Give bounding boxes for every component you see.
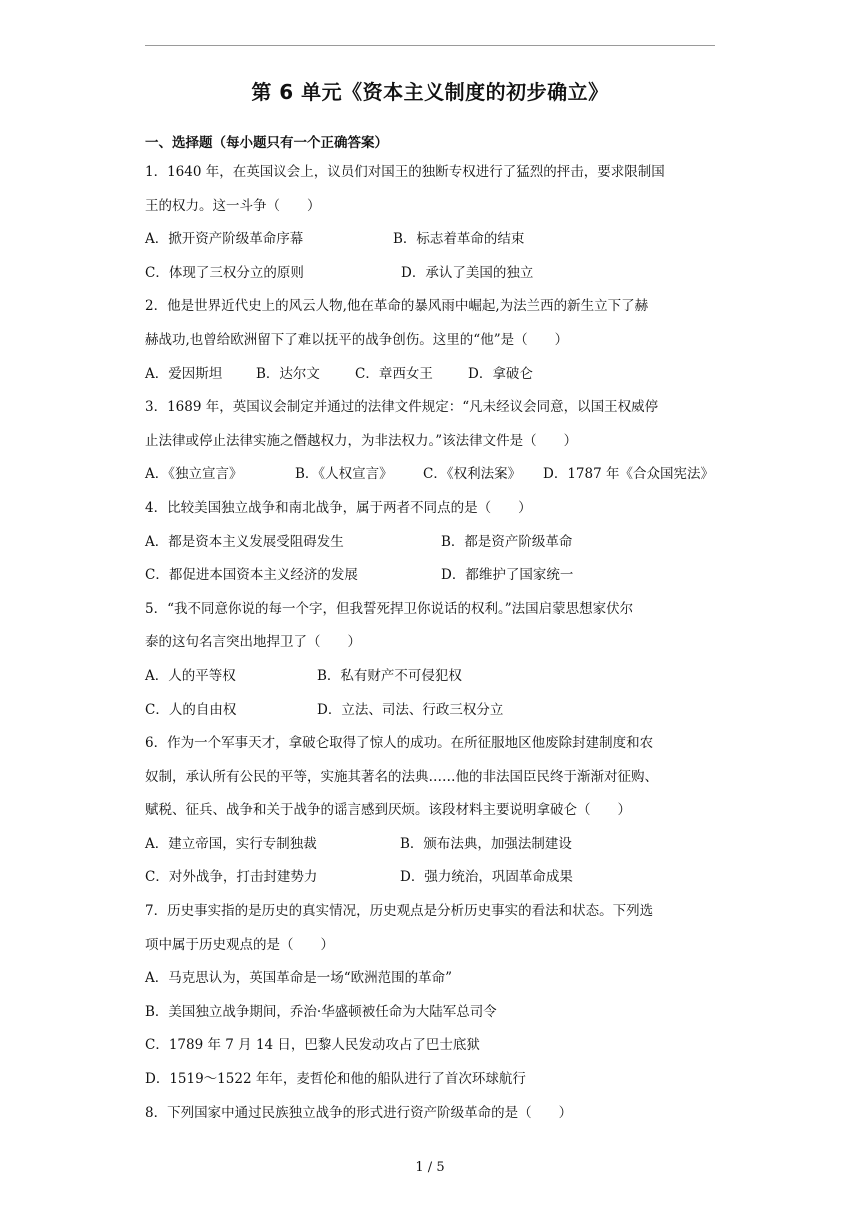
- section-heading: 一、选择题（每小题只有一个正确答案）: [145, 135, 388, 151]
- question-stem-line: 4．比较美国独立战争和南北战争，属于两者不同点的是（ ）: [145, 499, 532, 516]
- answer-option: C．章西女王: [355, 365, 433, 382]
- answer-option: A．人的平等权: [145, 667, 236, 684]
- answer-option: B．标志着革命的结束: [393, 231, 525, 248]
- answer-option: A．都是资本主义发展受阻碍发生: [145, 533, 344, 550]
- page-title: 第 6 单元《资本主义制度的初步确立》: [251, 80, 609, 104]
- question-2: [145, 290, 720, 391]
- question-stem-line: 奴制，承认所有公民的平等，实施其著名的法典……他的非法国臣民终于渐渐对征购、: [145, 768, 658, 785]
- option-row: [145, 526, 720, 560]
- question-stem-line: 8．下列国家中通过民族独立战争的形式进行资产阶级革命的是（ ）: [145, 1104, 573, 1121]
- page-number: 1 / 5: [415, 1160, 445, 1175]
- option-row: [145, 1029, 720, 1063]
- answer-option: A．爱因斯坦: [145, 365, 223, 382]
- answer-option: D．都维护了国家统一: [441, 567, 574, 584]
- question-stem-line: 5．“我不同意你说的每一个字，但我誓死捍卫你说话的权利。”法国启蒙思想家伏尔: [145, 600, 634, 617]
- header-rule: [145, 45, 715, 46]
- option-row: [145, 358, 720, 392]
- answer-option: D．1787 年《合众国宪法》: [543, 466, 714, 483]
- answer-option: A．《独立宣言》: [145, 466, 243, 483]
- document-body: [145, 130, 720, 1130]
- question-7: [145, 895, 720, 1097]
- answer-option: D．立法、司法、行政三权分立: [317, 701, 504, 718]
- option-row: [145, 828, 720, 862]
- question-list: [145, 156, 720, 1130]
- question-stem-line: 7．历史事实指的是历史的真实情况，历史观点是分析历史事实的看法和状态。下列选: [145, 903, 654, 920]
- answer-option: D．承认了美国的独立: [401, 264, 534, 281]
- question-6: [145, 727, 720, 895]
- answer-option: C．体现了三权分立的原则: [145, 264, 304, 281]
- question-stem-line: 赋税、征兵、战争和关于战争的谣言感到厌烦。该段材料主要说明拿破仑（ ）: [145, 802, 631, 819]
- option-row: [145, 223, 720, 257]
- option-row: [145, 660, 720, 694]
- question-stem-line: 3．1689 年，英国议会制定并通过的法律文件规定：“凡未经议会同意，以国王权威停: [145, 399, 659, 416]
- answer-option: C．1789 年 7 月 14 日，巴黎人民发动攻占了巴士底狱: [145, 1037, 480, 1054]
- answer-option: C．都促进本国资本主义经济的发展: [145, 567, 358, 584]
- question-3: [145, 391, 720, 492]
- answer-option: C．人的自由权: [145, 701, 237, 718]
- question-5: [145, 593, 720, 727]
- answer-option: C．《权利法案》: [423, 466, 522, 483]
- option-row: [145, 861, 720, 895]
- answer-option: B．都是资产阶级革命: [441, 533, 573, 550]
- option-row: [145, 962, 720, 996]
- question-stem-line: 赫战功,也曾给欧洲留下了难以抚平的战争创伤。这里的“他”是（ ）: [145, 331, 569, 348]
- option-row: [145, 559, 720, 593]
- option-row: [145, 257, 720, 291]
- answer-option: B．颁布法典，加强法制建设: [400, 835, 572, 852]
- answer-option: B．达尔文: [256, 365, 320, 382]
- question-4: [145, 492, 720, 593]
- option-row: [145, 1063, 720, 1097]
- answer-option: B．《人权宣言》: [295, 466, 393, 483]
- answer-option: A．掀开资产阶级革命序幕: [145, 231, 304, 248]
- question-stem-line: 2．他是世界近代史上的风云人物,他在革命的暴风雨中崛起,为法兰西的新生立下了赫: [145, 298, 649, 315]
- answer-option: D．拿破仑: [468, 365, 533, 382]
- question-stem-line: 6．作为一个军事天才，拿破仑取得了惊人的成功。在所征服地区他废除封建制度和农: [145, 735, 654, 752]
- question-1: [145, 156, 720, 290]
- option-row: [145, 996, 720, 1030]
- question-stem-line: 泰的这句名言突出地捍卫了（ ）: [145, 634, 361, 651]
- answer-option: D．强力统治，巩固革命成果: [400, 869, 573, 886]
- answer-option: C．对外战争，打击封建势力: [145, 869, 318, 886]
- option-row: [145, 694, 720, 728]
- option-row: [145, 458, 720, 492]
- question-stem-line: 止法律或停止法律实施之僭越权力，为非法权力。”该法律文件是（ ）: [145, 432, 578, 449]
- question-stem-line: 王的权力。这一斗争（ ）: [145, 197, 321, 214]
- answer-option: B．美国独立战争期间，乔治·华盛顿被任命为大陆军总司令: [145, 1003, 497, 1020]
- question-stem-line: 项中属于历史观点的是（ ）: [145, 936, 334, 953]
- answer-option: A．建立帝国，实行专制独裁: [145, 835, 317, 852]
- answer-option: A．马克思认为，英国革命是一场“欧洲范围的革命”: [145, 970, 453, 987]
- question-stem-line: 1．1640 年，在英国议会上，议员们对国王的独断专权进行了猛烈的抨击，要求限制国: [145, 164, 665, 180]
- question-8: [145, 1097, 720, 1131]
- answer-option: B．私有财产不可侵犯权: [317, 667, 462, 684]
- answer-option: D．1519～1522 年年，麦哲伦和他的船队进行了首次环球航行: [145, 1071, 526, 1088]
